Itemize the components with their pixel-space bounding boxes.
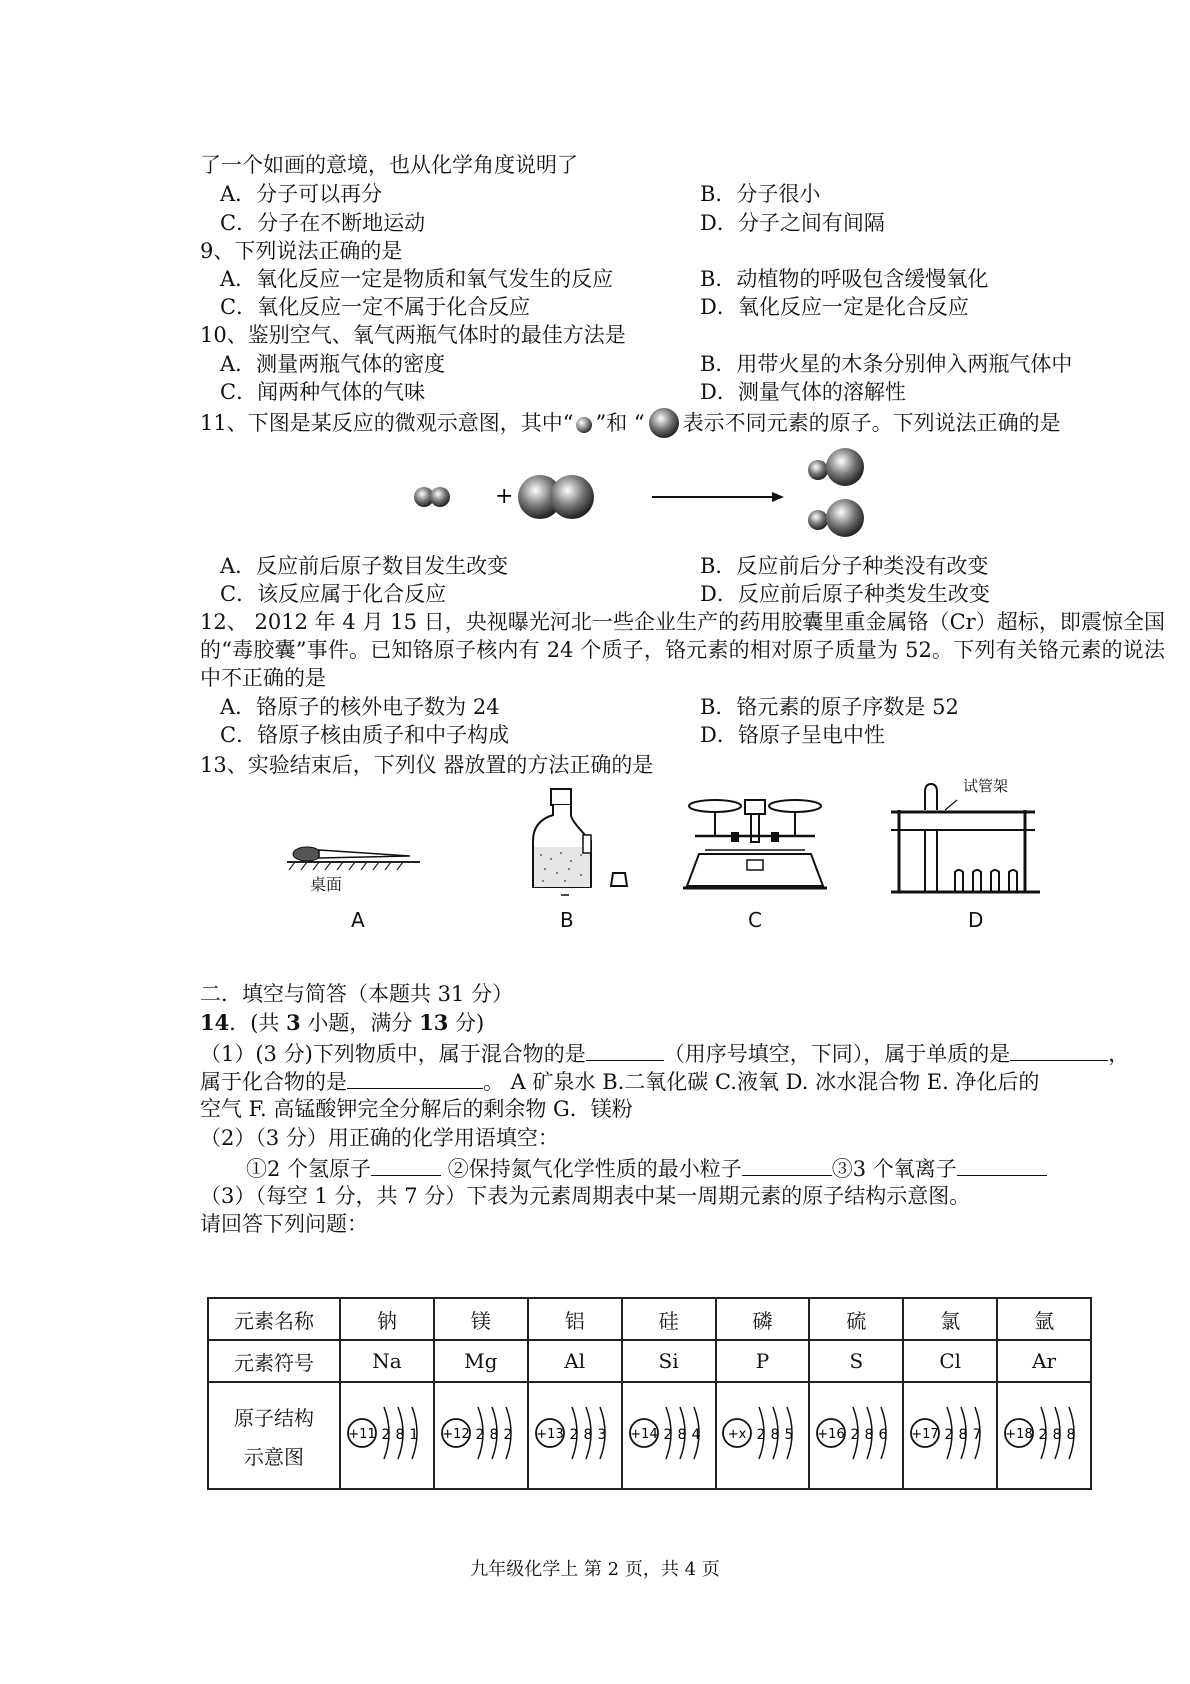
element-symbol-cell: Al — [528, 1340, 622, 1382]
atomic-structure-diagram — [528, 1382, 622, 1489]
q14-part2-b: ②保持氮气化学性质的最小粒子 — [447, 1157, 742, 1181]
figure-c-balance — [675, 790, 835, 900]
electron-count: 2 — [503, 1427, 513, 1443]
q10-option-b: B．用带火星的木条分别伸入两瓶气体中 — [700, 352, 1073, 376]
q14-part1-text4: 属于化合物的是 — [200, 1070, 347, 1094]
q14-part1-text5: 。 A 矿泉水 B.二氧化碳 C.液氧 D. 冰水混合物 E. 净化后的 — [483, 1070, 1040, 1094]
element-name-cell: 氩 — [997, 1298, 1091, 1340]
atomic-structure-diagram — [809, 1382, 903, 1489]
q11-option-c: C．该反应属于化合反应 — [220, 582, 447, 606]
q14-title — [200, 1010, 484, 1036]
q14-part2-title: （2）（3 分）用正确的化学用语填空： — [200, 1126, 559, 1150]
nucleus-charge: +17 — [911, 1427, 939, 1442]
q14-part3-title: （3）（每空 1 分，共 7 分）下表为元素周期表中某一周期元素的原子结构示意图。 — [200, 1184, 971, 1208]
blank-mixture[interactable] — [586, 1040, 664, 1061]
electron-count: 2 — [381, 1427, 391, 1443]
nucleus-charge: +12 — [442, 1427, 470, 1442]
q9-option-c: C．氧化反应一定不属于化合反应 — [220, 295, 531, 319]
nucleus-charge: +18 — [1005, 1427, 1033, 1442]
q9-option-b: B．动植物的呼吸包含缓慢氧化 — [700, 267, 989, 291]
header-element-name: 元素名称 — [208, 1298, 340, 1340]
element-name-cell: 硅 — [622, 1298, 716, 1340]
atom-diagram-svg — [624, 1393, 714, 1473]
header-element-symbol: 元素符号 — [208, 1340, 340, 1382]
nucleus-charge: +13 — [535, 1427, 564, 1442]
electron-count: 8 — [395, 1427, 405, 1443]
electron-count: 8 — [864, 1427, 874, 1443]
q14-part3-prompt: 请回答下列问题： — [200, 1212, 368, 1236]
q10-option-c: C．闻两种气体的气味 — [220, 380, 426, 404]
element-symbol-cell: Ar — [997, 1340, 1091, 1382]
electron-count: 1 — [409, 1427, 419, 1443]
q14-part1-text1: （1）(3 分)下列物质中，属于混合物的是 — [200, 1042, 586, 1066]
q14-part1-line3: 空气 F. 高锰酸钾完全分解后的剩余物 G．镁粉 — [200, 1097, 633, 1121]
nucleus-charge: +11 — [348, 1427, 376, 1442]
header-atomic-structure-line2: 示意图 — [244, 1444, 304, 1469]
element-symbol-cell: Mg — [434, 1340, 528, 1382]
electron-count: 8 — [1066, 1427, 1076, 1443]
page-footer: 九年级化学上 第 2 页，共 4 页 — [470, 1559, 720, 1580]
atom-diagram-svg — [342, 1393, 432, 1473]
header-atomic-structure — [208, 1382, 340, 1489]
reactant-small-molecule — [414, 487, 450, 507]
atomic-structure-diagram — [903, 1382, 997, 1489]
q12-option-b: B．铬元素的原子序数是 52 — [700, 695, 959, 719]
q10-option-d: D．测量气体的溶解性 — [700, 380, 906, 404]
electron-count: 2 — [663, 1427, 673, 1443]
nucleus-charge: +16 — [817, 1427, 846, 1442]
electron-count: 8 — [583, 1427, 593, 1443]
figure-label-c: C — [748, 908, 762, 932]
q14-part2-line — [246, 1155, 1047, 1182]
electron-count: 8 — [1052, 1427, 1062, 1443]
q10-option-a: A．测量两瓶气体的密度 — [220, 352, 446, 376]
q14-title-part6: 分) — [448, 1011, 485, 1035]
product-molecule-2 — [808, 499, 864, 537]
figure-label-a: A — [351, 908, 365, 932]
element-name-cell: 钠 — [340, 1298, 434, 1340]
element-symbol-cell: P — [716, 1340, 810, 1382]
electron-count: 8 — [770, 1427, 780, 1443]
atomic-structure-diagram — [997, 1382, 1091, 1489]
electron-count: 2 — [569, 1427, 579, 1443]
q11-stem-part1: 11、下图是某反应的微观示意图，其中“ — [200, 411, 574, 435]
element-name-cell: 磷 — [716, 1298, 810, 1340]
q14-title-part2: ．(共 — [229, 1011, 287, 1035]
q9-stem: 9、下列说法正确的是 — [200, 239, 403, 263]
q14-subquestion-count: 3 — [286, 1010, 301, 1035]
atom-diagram-svg — [811, 1393, 901, 1473]
q8-option-a: A．分子可以再分 — [220, 182, 383, 206]
desk-label: 桌面 — [310, 875, 343, 894]
atomic-structure-diagram — [622, 1382, 716, 1489]
atom-diagram-svg — [436, 1393, 526, 1473]
atomic-structure-diagram — [340, 1382, 434, 1489]
q11-option-b: B．反应前后分子种类没有改变 — [700, 554, 989, 578]
header-atomic-structure-line1: 原子结构 — [234, 1405, 314, 1430]
q14-part2-c: ③3 个氧离子 — [831, 1157, 957, 1181]
atomic-structure-diagram — [434, 1382, 528, 1489]
electron-count: 2 — [1038, 1427, 1048, 1443]
q12-option-c: C．铬原子核由质子和中子构成 — [220, 723, 510, 747]
nucleus-charge: +14 — [629, 1427, 658, 1442]
q14-part1-line1 — [200, 1040, 1129, 1067]
q12-stem: 12、 2012 年 4 月 15 日，央视曝光河北一些企业生产的药用胶囊里重金属铬（Cr）超标，即震惊全国的“毒胶囊”事件。已知铬原子核内有 24 个质子，铬元素的相对原子质量为 52。下列有关铬元素的说法中不正确的是 — [200, 610, 1165, 690]
figure-label-d: D — [968, 908, 984, 932]
element-symbol-cell: Cl — [903, 1340, 997, 1382]
atom-diagram-svg — [717, 1393, 807, 1473]
atom-diagram-svg — [530, 1393, 620, 1473]
large-atom-icon — [645, 408, 683, 438]
product-molecule-1 — [808, 448, 864, 486]
atomic-structure-diagram — [716, 1382, 810, 1489]
electron-count: 8 — [677, 1427, 687, 1443]
q14-part1-line2 — [200, 1068, 1039, 1095]
nucleus-charge: +x — [728, 1427, 747, 1442]
q14-part1-text2: （用序号填空，下同），属于单质的是 — [663, 1042, 1011, 1066]
blank-oxygen-ions[interactable] — [957, 1155, 1047, 1176]
blank-element[interactable] — [1010, 1040, 1108, 1061]
electron-count: 8 — [958, 1427, 968, 1443]
electron-count: 5 — [784, 1427, 794, 1443]
q11-stem — [200, 408, 1061, 438]
electron-count: 4 — [691, 1427, 701, 1443]
element-name-cell: 硫 — [809, 1298, 903, 1340]
q8-stem-tail: 了一个如画的意境，也从化学角度说明了 — [200, 153, 578, 177]
figure-b-reagent-bottle — [525, 785, 640, 900]
q10-stem: 10、鉴别空气、氧气两瓶气体时的最佳方法是 — [200, 323, 626, 347]
blank-compound[interactable] — [347, 1068, 483, 1089]
blank-nitrogen-particle[interactable] — [742, 1155, 832, 1176]
electron-count: 3 — [597, 1427, 607, 1443]
q8-option-c: C．分子在不断地运动 — [220, 211, 426, 235]
atom-diagram-svg — [905, 1393, 995, 1473]
element-name-cell: 镁 — [434, 1298, 528, 1340]
element-symbol-cell: Na — [340, 1340, 434, 1382]
q11-stem-part2: ”和 “ — [595, 411, 645, 435]
electron-count: 2 — [475, 1427, 485, 1443]
electron-count: 2 — [756, 1427, 766, 1443]
element-symbol-cell: Si — [622, 1340, 716, 1382]
figure-d-test-tube-rack — [885, 780, 1055, 900]
q9-option-a: A．氧化反应一定是物质和氧气发生的反应 — [220, 267, 614, 291]
element-structure-table — [207, 1297, 1092, 1490]
q11-option-a: A．反应前后原子数目发生改变 — [220, 554, 509, 578]
figure-label-b: B — [560, 908, 574, 932]
reactant-large-molecule — [518, 475, 594, 519]
q11-option-d: D．反应前后原子种类发生改变 — [700, 582, 990, 606]
electron-count: 2 — [944, 1427, 954, 1443]
q11-stem-part3: 表示不同元素的原子。下列说法正确的是 — [682, 411, 1061, 435]
q12-option-a: A．铬原子的核外电子数为 24 — [220, 695, 500, 719]
electron-count: 7 — [972, 1427, 982, 1443]
small-atom-icon — [573, 414, 595, 434]
q14-part2-a: ①2 个氢原子 — [246, 1157, 372, 1181]
q9-option-d: D．氧化反应一定是化合反应 — [700, 295, 969, 319]
blank-hydrogen-atoms[interactable] — [371, 1155, 441, 1176]
plus-sign: + — [495, 484, 514, 509]
section-2-title: 二．填空与简答（本题共 31 分） — [200, 982, 514, 1006]
electron-count: 8 — [489, 1427, 499, 1443]
rack-label: 试管架 — [963, 777, 1009, 795]
q11-reaction-diagram — [400, 440, 900, 550]
q14-number: 14 — [200, 1010, 230, 1035]
q8-option-d: D．分子之间有间隔 — [700, 211, 885, 235]
q8-option-b: B．分子很小 — [700, 182, 821, 206]
q12-option-d: D．铬原子呈电中性 — [700, 723, 885, 747]
element-symbol-cell: S — [809, 1340, 903, 1382]
electron-count: 6 — [878, 1427, 888, 1443]
figure-a-dropper-on-desk — [285, 820, 425, 890]
q14-title-part4: 小题，满分 — [300, 1011, 420, 1035]
element-name-cell: 铝 — [528, 1298, 622, 1340]
q13-stem: 13、实验结束后，下列仪 器放置的方法正确的是 — [200, 753, 654, 777]
q14-part1-text3: ， — [1108, 1042, 1130, 1066]
electron-count: 2 — [850, 1427, 860, 1443]
reaction-arrow — [652, 492, 784, 502]
element-name-cell: 氯 — [903, 1298, 997, 1340]
q14-total-score: 13 — [419, 1010, 449, 1035]
atom-diagram-svg — [999, 1393, 1089, 1473]
